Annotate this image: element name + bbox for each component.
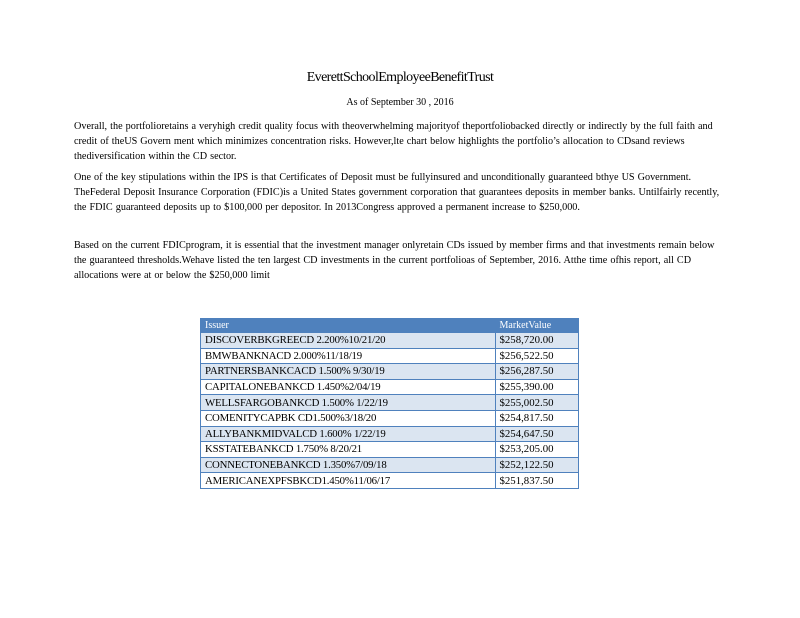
issuer-cell: BMWBANKNACD 2.000%11/18/19 <box>201 348 496 364</box>
market-value-column-header: MarketValue <box>495 319 579 333</box>
market-value-cell: $252,122.50 <box>495 457 579 473</box>
market-value-cell: $258,720.00 <box>495 333 579 349</box>
issuer-column-header: Issuer <box>201 319 496 333</box>
market-value-cell: $254,647.50 <box>495 426 579 442</box>
table-row <box>201 410 579 426</box>
document-title: EverettSchoolEmployeeBenefitTrust <box>306 70 494 85</box>
issuer-cell: AMERICANEXPFSBKCD1.450%11/06/17 <box>201 473 496 489</box>
issuer-cell: WELLSFARGOBANKCD 1.500% 1/22/19 <box>201 395 496 411</box>
market-value-cell: $255,390.00 <box>495 379 579 395</box>
issuer-cell: PARTNERSBANKCACD 1.500% 9/30/19 <box>201 364 496 380</box>
issuer-cell: ALLYBANKMIDVALCD 1.600% 1/22/19 <box>201 426 496 442</box>
table-row <box>201 473 579 489</box>
issuer-cell: COMENITYCAPBK CD1.500%3/18/20 <box>201 410 496 426</box>
issuer-cell: KSSTATEBANKCD 1.750% 8/20/21 <box>201 442 496 458</box>
table-row <box>201 364 579 380</box>
paragraph-fdic-program: Based on the current FDICprogram, it is essential that the investment manager onlyretain CDs issued by member firms and that investments remain below the guaranteed thresholds.Wehave listed the ten largest CD investments in the current portfolioas of September, 2016. Atthe time ofhis report, all CD allocations were at or below the $250,000 limit <box>74 240 715 282</box>
market-value-cell: $251,837.50 <box>495 473 579 489</box>
issuer-cell: DISCOVERBKGREECD 2.200%10/21/20 <box>201 333 496 349</box>
document-date: As of September 30 , 2016 <box>346 97 454 108</box>
table-row <box>201 426 579 442</box>
market-value-cell: $255,002.50 <box>495 395 579 411</box>
table-row <box>201 333 579 349</box>
issuer-cell: CONNECTONEBANKCD 1.350%7/09/18 <box>201 457 496 473</box>
table-row <box>201 395 579 411</box>
paragraph-ips-stipulations: One of the key stipulations within the IPS is that Certificates of Deposit must be fullyinsured and unconditionally guaranteed bthye US Government. TheFederal Deposit Insurance Corporation (FDIC)is a United States government corporation that guarantees deposits in member banks. Untilfairly recently, the FDIC guaranteed deposits up to $100,000 per depositor. In 2013Congress approved a permanent increase to $250,000. <box>74 172 720 214</box>
table-row <box>201 457 579 473</box>
cd-holdings-table <box>200 318 579 489</box>
table-header-row <box>201 319 579 333</box>
table-row <box>201 348 579 364</box>
table-row <box>201 379 579 395</box>
market-value-cell: $256,522.50 <box>495 348 579 364</box>
market-value-cell: $254,817.50 <box>495 410 579 426</box>
paragraph-credit-quality: Overall, the portfolioretains a veryhigh credit quality focus with theoverwhelming majorityof theportfoliobacked directly or indirectly by the full faith and credit of theUS Govern ment which minimizes concentration risks. However,lte chart below highlights the portfolio’s allocation to CDsand reviews thediversification within the CD sector. <box>74 121 713 163</box>
table-row <box>201 442 579 458</box>
issuer-cell: CAPITALONEBANKCD 1.450%2/04/19 <box>201 379 496 395</box>
market-value-cell: $253,205.00 <box>495 442 579 458</box>
market-value-cell: $256,287.50 <box>495 364 579 380</box>
